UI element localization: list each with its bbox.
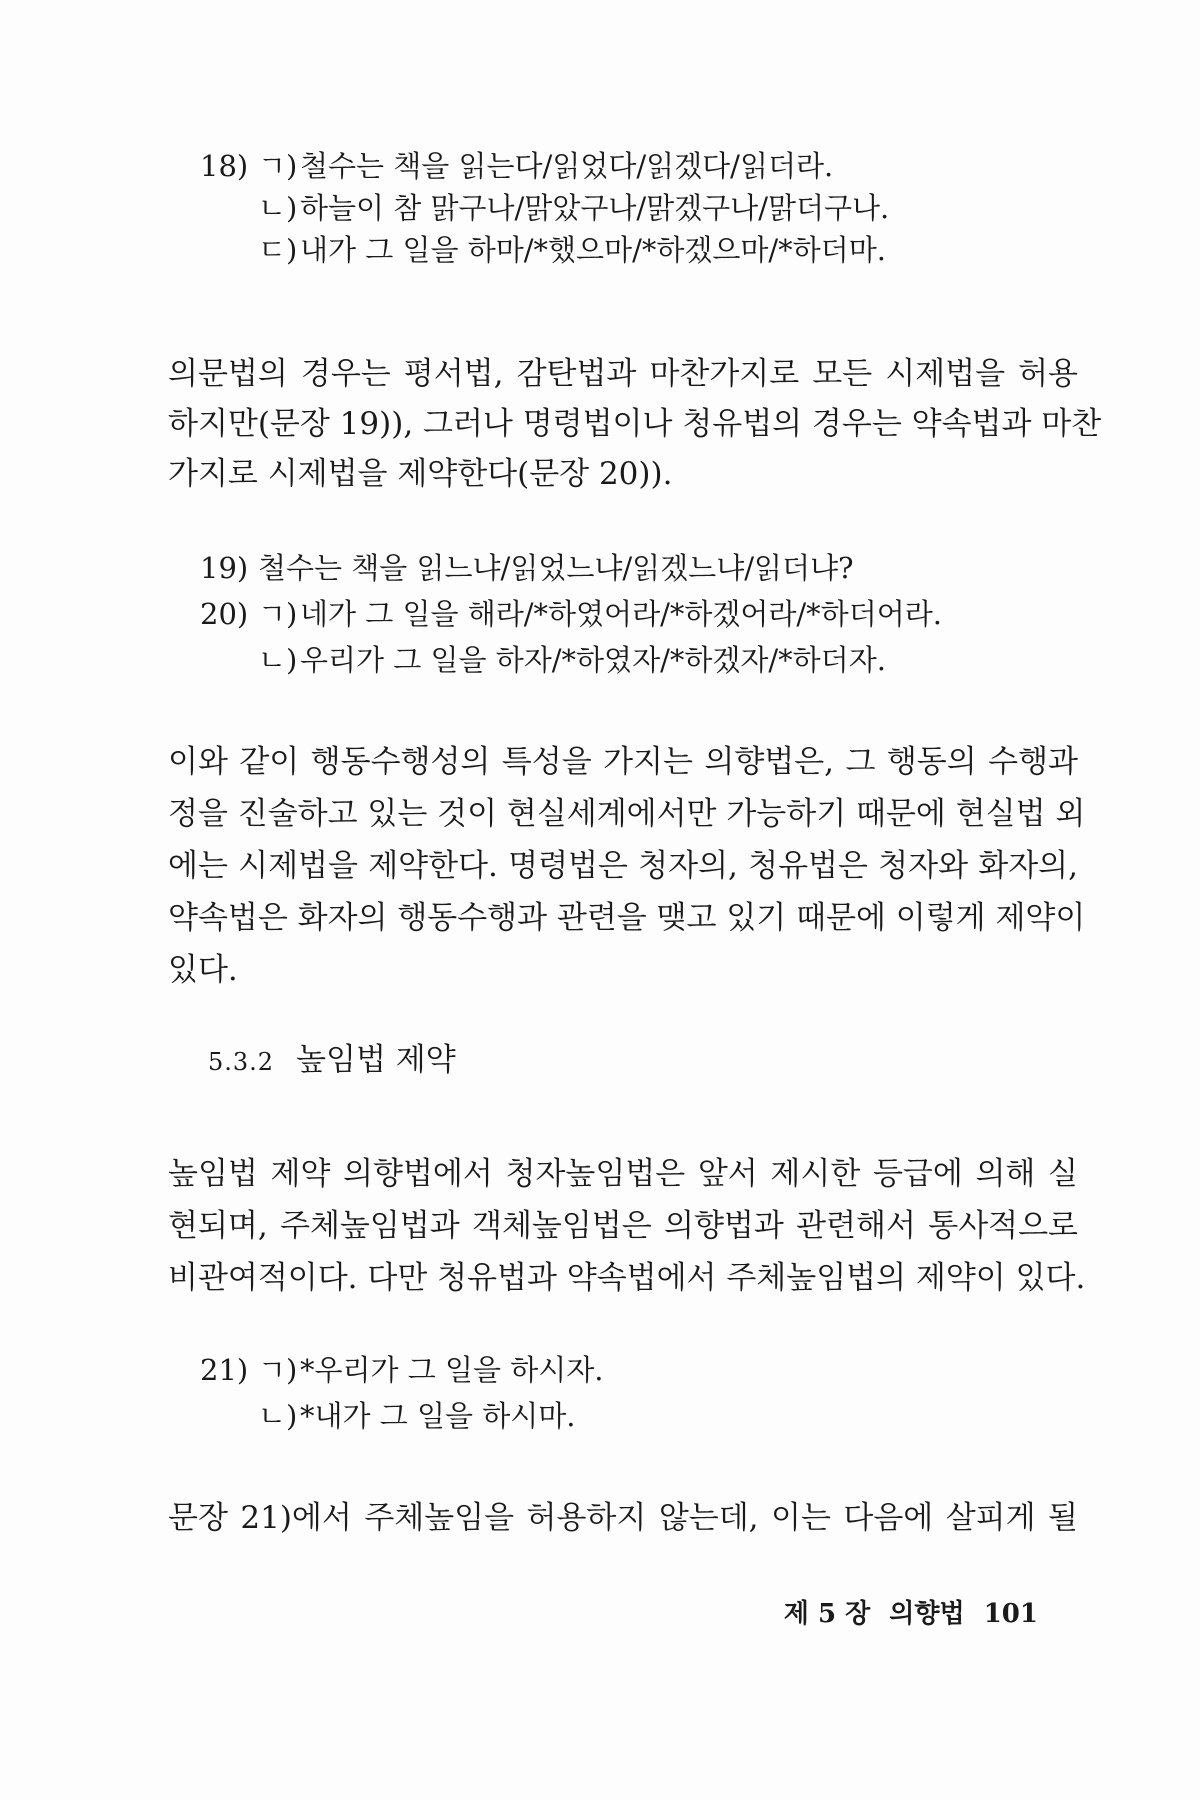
chapter-title: 의향법 — [889, 1599, 965, 1629]
example-marker: ㄱ) — [258, 1353, 298, 1387]
example-marker: ㄷ) — [258, 233, 298, 267]
paragraph-1-line-2: 하지만(문장 19)), 그러나 명령법이나 청유법의 경우는 약속법과 마찬 — [168, 406, 1102, 442]
example-text: 네가 그 일을 해라/*하였어라/*하겠어라/*하더어라. — [300, 597, 942, 631]
example-marker: ㄴ) — [258, 191, 298, 225]
example-number: 20) — [200, 597, 249, 631]
example-text: *내가 그 일을 하시마. — [300, 1399, 576, 1433]
example-text: 우리가 그 일을 하자/*하였자/*하겠자/*하더자. — [300, 643, 886, 677]
paragraph-2-line-4: 약속법은 화자의 행동수행과 관련을 맺고 있기 때문에 이렇게 제약이 — [168, 900, 1086, 936]
paragraph-4-line-1: 문장 21)에서 주체높임을 허용하지 않는데, 이는 다음에 살피게 될 — [168, 1500, 1078, 1536]
section-heading — [208, 1038, 456, 1084]
example-21-b — [258, 1396, 576, 1436]
page-number: 101 — [983, 1599, 1038, 1629]
example-text: 하늘이 참 맑구나/맑았구나/맑겠구나/맑더구나. — [300, 191, 890, 225]
example-marker: ㄱ) — [258, 149, 298, 183]
paragraph-1-line-3: 가지로 시제법을 제약한다(문장 20)). — [168, 456, 673, 492]
paragraph-2-line-5: 있다. — [168, 952, 238, 988]
example-number: 18) — [200, 149, 249, 183]
example-text: 내가 그 일을 하마/*했으마/*하겠으마/*하더마. — [300, 233, 886, 267]
example-marker: ㄴ) — [258, 1399, 298, 1433]
example-18-a — [200, 146, 833, 186]
example-text: *우리가 그 일을 하시자. — [300, 1353, 604, 1387]
paragraph-2-line-1: 이와 같이 행동수행성의 특성을 가지는 의향법은, 그 행동의 수행과 — [168, 744, 1078, 780]
example-number: 21) — [200, 1353, 249, 1387]
example-marker: ㄴ) — [258, 643, 298, 677]
chapter-label: 제 5 장 — [783, 1599, 871, 1629]
example-21-a — [200, 1350, 604, 1390]
example-20-b — [258, 640, 886, 680]
paragraph-3-line-2: 현되며, 주체높임법과 객체높임법은 의향법과 관련해서 통사적으로 — [168, 1208, 1078, 1244]
example-20-a — [200, 594, 942, 634]
example-18-c — [258, 230, 886, 270]
example-text: 철수는 책을 읽는다/읽었다/읽겠다/읽더라. — [300, 149, 834, 183]
paragraph-3-line-3: 비관여적이다. 다만 청유법과 약속법에서 주체높임법의 제약이 있다. — [168, 1260, 1086, 1296]
example-19 — [200, 548, 854, 588]
example-number: 19) — [200, 551, 249, 585]
section-title: 높임법 제약 — [296, 1042, 456, 1078]
page-footer — [774, 1596, 1038, 1632]
paragraph-2-line-2: 정을 진술하고 있는 것이 현실세계에서만 가능하기 때문에 현실법 외 — [168, 796, 1086, 832]
paragraph-3-line-1: 높임법 제약 의향법에서 청자높임법은 앞서 제시한 등급에 의해 실 — [168, 1156, 1078, 1192]
section-number: 5.3.2 — [208, 1048, 275, 1076]
paragraph-1-line-1: 의문법의 경우는 평서법, 감탄법과 마찬가지로 모든 시제법을 허용 — [168, 356, 1078, 392]
example-text: 철수는 책을 읽느냐/읽었느냐/읽겠느냐/읽더냐? — [258, 551, 854, 585]
paragraph-2-line-3: 에는 시제법을 제약한다. 명령법은 청자의, 청유법은 청자와 화자의, — [168, 848, 1078, 884]
example-marker: ㄱ) — [258, 597, 298, 631]
example-18-b — [258, 188, 889, 228]
